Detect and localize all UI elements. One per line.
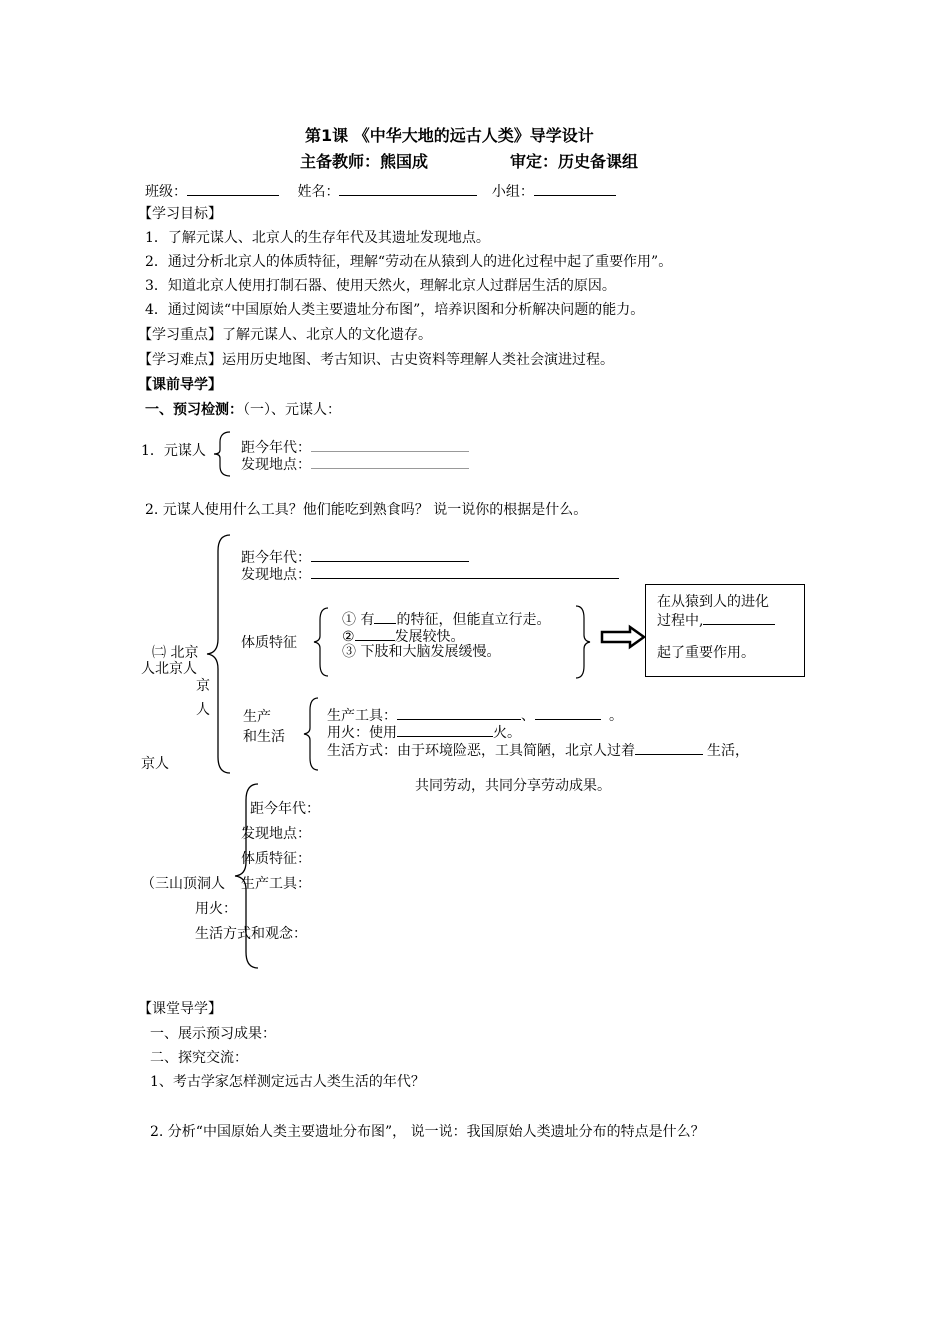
class-blank[interactable] [187,181,279,196]
yuanmou-site-label: 发现地点： [241,457,311,473]
physique-label: 体质特征 [241,635,297,651]
yuanmou-age-blank[interactable] [311,437,469,452]
box-line-1: 在从猿到人的进化 [657,594,769,610]
physique-right-brace [572,604,592,680]
goals-heading: 【学习目标】 [138,206,222,222]
yuanmou-age-label: 距今年代： [241,440,311,456]
lifestyle-text: 生活方式：由于环境险恶，工具简陋，北京人过着 [327,743,635,759]
p2-suffix: 发展较快。 [394,629,465,645]
sdd-fire: 用火： [195,901,237,917]
yuanmou-site-blank[interactable] [311,454,469,469]
classroom-heading: 【课堂导学】 [138,1001,222,1017]
classroom-section-1: 一、展示预习成果： [150,1026,276,1042]
difficulty: 【学习难点】运用历史地图、考古知识、古史资料等理解人类社会演进过程。 [138,352,614,368]
goal-item-3: 3．知道北京人使用打制石器、使用天然火，理解北京人过群居生活的原因。 [145,278,616,294]
sdd-tools: 生产工具： [241,876,311,892]
beijing-age-label: 距今年代： [241,550,311,566]
tools-sep: 、 [521,708,535,724]
beijing-site-label: 发现地点： [241,567,311,583]
tools-blank-2[interactable] [535,705,601,720]
fire-blank[interactable] [397,722,493,737]
box-line-2 [657,610,775,630]
section1-bold: 一、预习检测： [145,402,243,418]
lifestyle-row [327,740,749,760]
lifestyle-blank[interactable] [635,740,703,755]
fire-row [327,722,521,742]
preview-heading: 【课前导学】 [138,377,222,393]
beijing-label-d: 人 [196,702,210,718]
sdd-site: 发现地点： [241,826,311,842]
p1-suffix: 的特征，但能直立行走。 [396,612,551,628]
p1-blank[interactable] [374,609,396,624]
beijing-label-b: 人北京人 [141,661,197,677]
life-label-1: 生产 [243,709,271,725]
section1-title [145,401,341,419]
yuanmou-label: 1．元谋人 [141,443,206,459]
sdd-label: （三山顶洞人 [141,876,225,892]
section1-rest: （一）、元谋人： [243,402,341,418]
beijing-age-blank[interactable] [311,547,469,562]
right-arrow-icon [600,626,646,648]
classroom-section-2: 二、探究交流： [150,1050,248,1066]
sdd-age: 距今年代： [250,801,320,817]
goal-item-2: 2．通过分析北京人的体质特征，理解“劳动在从猿到人的进化过程中起了重要作用”。 [145,254,673,270]
student-info-row [145,181,616,201]
life-brace [302,696,322,772]
teacher-line: 主备教师：熊国成 [300,152,429,171]
p1-prefix: ① 有 [342,612,375,628]
name-blank[interactable] [339,181,477,196]
p2-prefix: ② [342,629,355,645]
box-line-3: 起了重要作用。 [657,645,755,661]
review-line: 审定：历史备课组 [510,152,639,171]
box-blank[interactable] [703,610,775,625]
beijing-label-e: 京人 [141,756,169,772]
group-blank[interactable] [534,181,616,196]
goal-item-1: 1．了解元谋人、北京人的生存年代及其遗址发现地点。 [145,230,490,246]
classroom-question-2: 2. 分析“中国原始人类主要遗址分布图”， 说一说：我国原始人类遗址分布的特点是什么？ [150,1124,705,1140]
beijing-label-c: 京 [196,678,210,694]
physique-left-brace [312,606,332,678]
tools-label: 生产工具： [327,708,397,724]
goal-item-4: 4．通过阅读“中国原始人类主要遗址分布图”，培养识图和分析解决问题的能力。 [145,302,645,318]
beijing-site-blank[interactable] [311,564,619,579]
beijing-main-brace [204,533,234,777]
tools-blank-1[interactable] [397,705,521,720]
yuanmou-site-row [241,454,469,474]
yuanmou-brace [212,430,232,478]
beijing-label-a: ㈡ 北京 [152,645,199,661]
fire-end: 火。 [493,725,521,741]
name-label: 姓名： [297,184,340,200]
life-label-2: 和生活 [243,729,285,745]
physique-item-3: ③ 下肢和大脑发展缓慢。 [342,644,501,660]
key-point: 【学习重点】了解元谋人、北京人的文化遗存。 [138,327,432,343]
question-2: 2. 元谋人使用什么工具？他们能吃到熟食吗？ 说一说你的根据是什么。 [145,502,588,518]
class-label: 班级： [145,184,187,200]
p2-blank[interactable] [355,626,395,641]
sdd-physique: 体质特征： [241,851,311,867]
sdd-life: 生活方式和观念： [195,926,307,942]
tools-end: 。 [609,708,623,724]
document-title: 第1课 《中华大地的远古人类》导学设计 [305,126,594,145]
lifestyle-end: 生活， [707,743,749,759]
group-label: 小组： [491,184,534,200]
lifestyle-continued: 共同劳动，共同分享劳动成果。 [415,778,611,794]
box-line-2-text: 过程中, [657,613,704,629]
fire-label: 用火：使用 [327,725,397,741]
classroom-question-1: 1、考古学家怎样测定远古人类生活的年代？ [150,1074,425,1090]
beijing-site-row [241,564,619,584]
